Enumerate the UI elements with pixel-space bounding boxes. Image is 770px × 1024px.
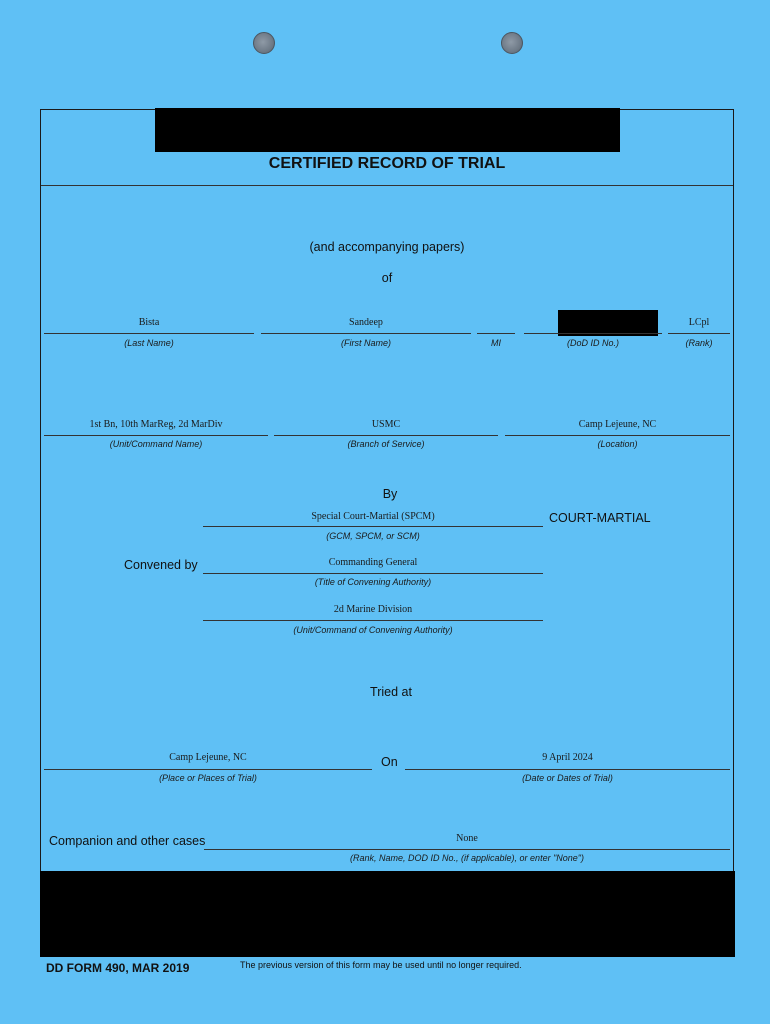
on-label: On — [381, 755, 398, 769]
tried-at-label: Tried at — [370, 685, 412, 699]
convening-title-value: Commanding General — [328, 557, 418, 568]
footer-note: The previous version of this form may be used until no longer required. — [240, 960, 522, 970]
last-name-caption: (Last Name) — [124, 338, 174, 348]
title-divider — [41, 185, 733, 186]
court-type-value: Special Court-Martial (SPCM) — [311, 511, 435, 522]
convening-unit-caption: (Unit/Command of Convening Authority) — [293, 625, 453, 635]
rank-value: LCpl — [688, 317, 710, 328]
court-type-line — [203, 526, 543, 527]
convened-by-label: Convened by — [124, 558, 198, 572]
redaction-footer — [40, 871, 735, 957]
place-caption: (Place or Places of Trial) — [159, 773, 257, 783]
court-type-caption: (GCM, SPCM, or SCM) — [326, 531, 420, 541]
companion-line — [204, 849, 730, 850]
convening-unit-value: 2d Marine Division — [333, 604, 413, 615]
last-name-line — [44, 333, 254, 334]
last-name-value: Bista — [138, 317, 160, 328]
form-number: DD FORM 490, MAR 2019 — [46, 961, 190, 975]
rank-caption: (Rank) — [685, 338, 713, 348]
convening-unit-line — [203, 620, 543, 621]
date-value: 9 April 2024 — [542, 752, 593, 763]
unit-line — [44, 435, 268, 436]
unit-value: 1st Bn, 10th MarReg, 2d MarDiv — [89, 419, 223, 430]
by-label: By — [382, 487, 398, 501]
first-name-caption: (First Name) — [341, 338, 391, 348]
of-label: of — [381, 271, 393, 285]
branch-caption: (Branch of Service) — [347, 439, 425, 449]
location-line — [505, 435, 730, 436]
rank-line — [668, 333, 730, 334]
subtitle: (and accompanying papers) — [309, 240, 465, 254]
redaction-header — [155, 108, 620, 152]
first-name-value: Sandeep — [349, 317, 383, 328]
branch-value: USMC — [371, 419, 401, 430]
companion-caption: (Rank, Name, DOD ID No., (if applicable), or enter "None") — [350, 853, 584, 863]
place-line — [44, 769, 372, 770]
punch-hole-right — [501, 32, 523, 54]
mi-line — [477, 333, 515, 334]
first-name-line — [261, 333, 471, 334]
convening-title-caption: (Title of Convening Authority) — [314, 577, 432, 587]
page-title: CERTIFIED RECORD OF TRIAL — [268, 155, 506, 172]
date-line — [405, 769, 730, 770]
mi-caption: MI — [491, 338, 501, 348]
unit-caption: (Unit/Command Name) — [109, 439, 203, 449]
location-value: Camp Lejeune, NC — [578, 419, 657, 430]
companion-value: None — [456, 833, 478, 844]
punch-hole-left — [253, 32, 275, 54]
court-martial-label: COURT-MARTIAL — [549, 511, 651, 525]
branch-line — [274, 435, 498, 436]
dod-id-caption: (DoD ID No.) — [566, 338, 619, 348]
date-caption: (Date or Dates of Trial) — [522, 773, 613, 783]
dod-id-line — [524, 333, 662, 334]
place-value: Camp Lejeune, NC — [169, 752, 247, 763]
companion-label: Companion and other cases — [49, 834, 206, 848]
location-caption: (Location) — [597, 439, 638, 449]
convening-title-line — [203, 573, 543, 574]
